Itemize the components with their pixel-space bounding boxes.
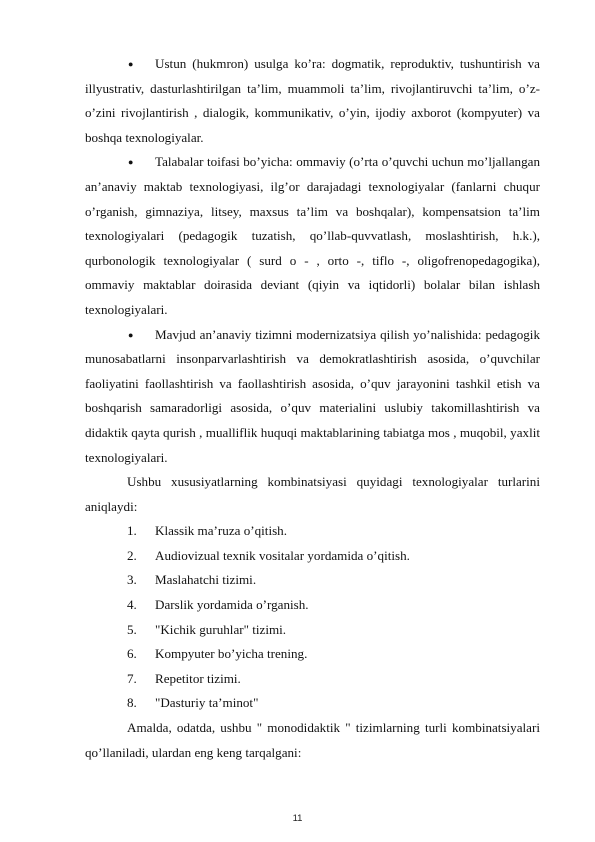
list-item <box>85 667 540 692</box>
list-item-text: Audiovizual texnik vositalar yordamida o’qitish. <box>155 547 410 563</box>
list-number: 8. <box>127 695 137 711</box>
list-item-text: "Dasturiy ta’minot" <box>155 695 259 711</box>
list-item-text: Darslik yordamida o’rganish. <box>155 597 309 613</box>
bullet-item <box>85 323 540 471</box>
bullet-icon: ● <box>128 329 134 340</box>
list-number: 4. <box>127 597 137 613</box>
list-number: 5. <box>127 621 137 637</box>
document-page <box>85 52 540 765</box>
list-item <box>85 642 540 667</box>
list-item <box>85 519 540 544</box>
list-item-text: Kompyuter bo’yicha trening. <box>155 646 308 662</box>
bullet-item <box>85 52 540 150</box>
list-item-text: "Kichik guruhlar" tizimi. <box>155 621 287 637</box>
bullet-icon: ● <box>128 157 134 168</box>
bullet-item <box>85 150 540 322</box>
list-item <box>85 593 540 618</box>
list-item-text: Klassik ma’ruza o’qitish. <box>155 523 287 539</box>
list-number: 1. <box>127 523 137 539</box>
list-item <box>85 618 540 643</box>
bullet-text: Ustun (hukmron) usulga ko’ra: dogmatik, reproduktiv, tushuntirish va illyustrativ, dasturlashtirilgan ta’lim, muammoli ta’lim, rivojlantiruvchi ta’lim, o’z-o’zini rivojlantirish , dialogik, kommunikativ, o’yin, ijodiy axborot (kompyuter) va boshqa texnologiyalar. <box>85 56 540 145</box>
list-number: 2. <box>127 547 137 563</box>
list-item <box>85 544 540 569</box>
list-number: 3. <box>127 572 137 588</box>
list-item-text: Repetitor tizimi. <box>155 670 241 686</box>
list-item <box>85 691 540 716</box>
list-item <box>85 568 540 593</box>
intro-paragraph: Ushbu xususiyatlarning kombinatsiyasi quyidagi texnologiyalar turlarini aniqlaydi: <box>85 474 540 514</box>
bullet-icon: ● <box>128 59 134 69</box>
list-number: 6. <box>127 646 137 662</box>
page-number: 11 <box>292 813 303 824</box>
list-item-text: Maslahatchi tizimi. <box>155 572 257 588</box>
bullet-text: Talabalar toifasi bo’yicha: ommaviy (o’rta o’quvchi uchun mo’ljallangan an’anaviy maktab texnologiyasi, ilg’or darajadagi texnologiyalar (fanlarni chuqur o’rganish, gimnaziya, litsey, maxsus ta’lim va boshqalar), kompensatsion ta’lim texnologiyalari (pedagogik tuzatish, qo’llab-quvvatlash, moslashtirish, h.k.), qurbonologik texnologiyalar ( surd o - , orto -, tiflo -, oligofrenopedagogika), ommaviy maktablar doirasida deviant (qiyin va iqtidorli) bolalar bilan ishlash texnologiyalari. <box>85 154 540 317</box>
bullet-text: Mavjud an’anaviy tizimni modernizatsiya qilish yo’nalishida: pedagogik munosabatlarni insonparvarlashtirish va demokratlashtirish asosida, o’quvchilar faoliyatini faollashtirish va faollashtirish asosida, o’quv jarayonini tashkil etish va boshqarish samaradorligi asosida, o’quv materialini uslubiy takomillashtirish va didaktik qayta qurish , mualliflik huquqi maktablarining tabiatga mos , muqobil, yaxlit texnologiyalari. <box>85 326 540 465</box>
closing-paragraph: Amalda, odatda, ushbu " monodidaktik " tizimlarning turli kombinatsiyalari qo’llaniladi, ulardan eng keng tarqalgani: <box>85 720 540 760</box>
list-number: 7. <box>127 670 137 686</box>
